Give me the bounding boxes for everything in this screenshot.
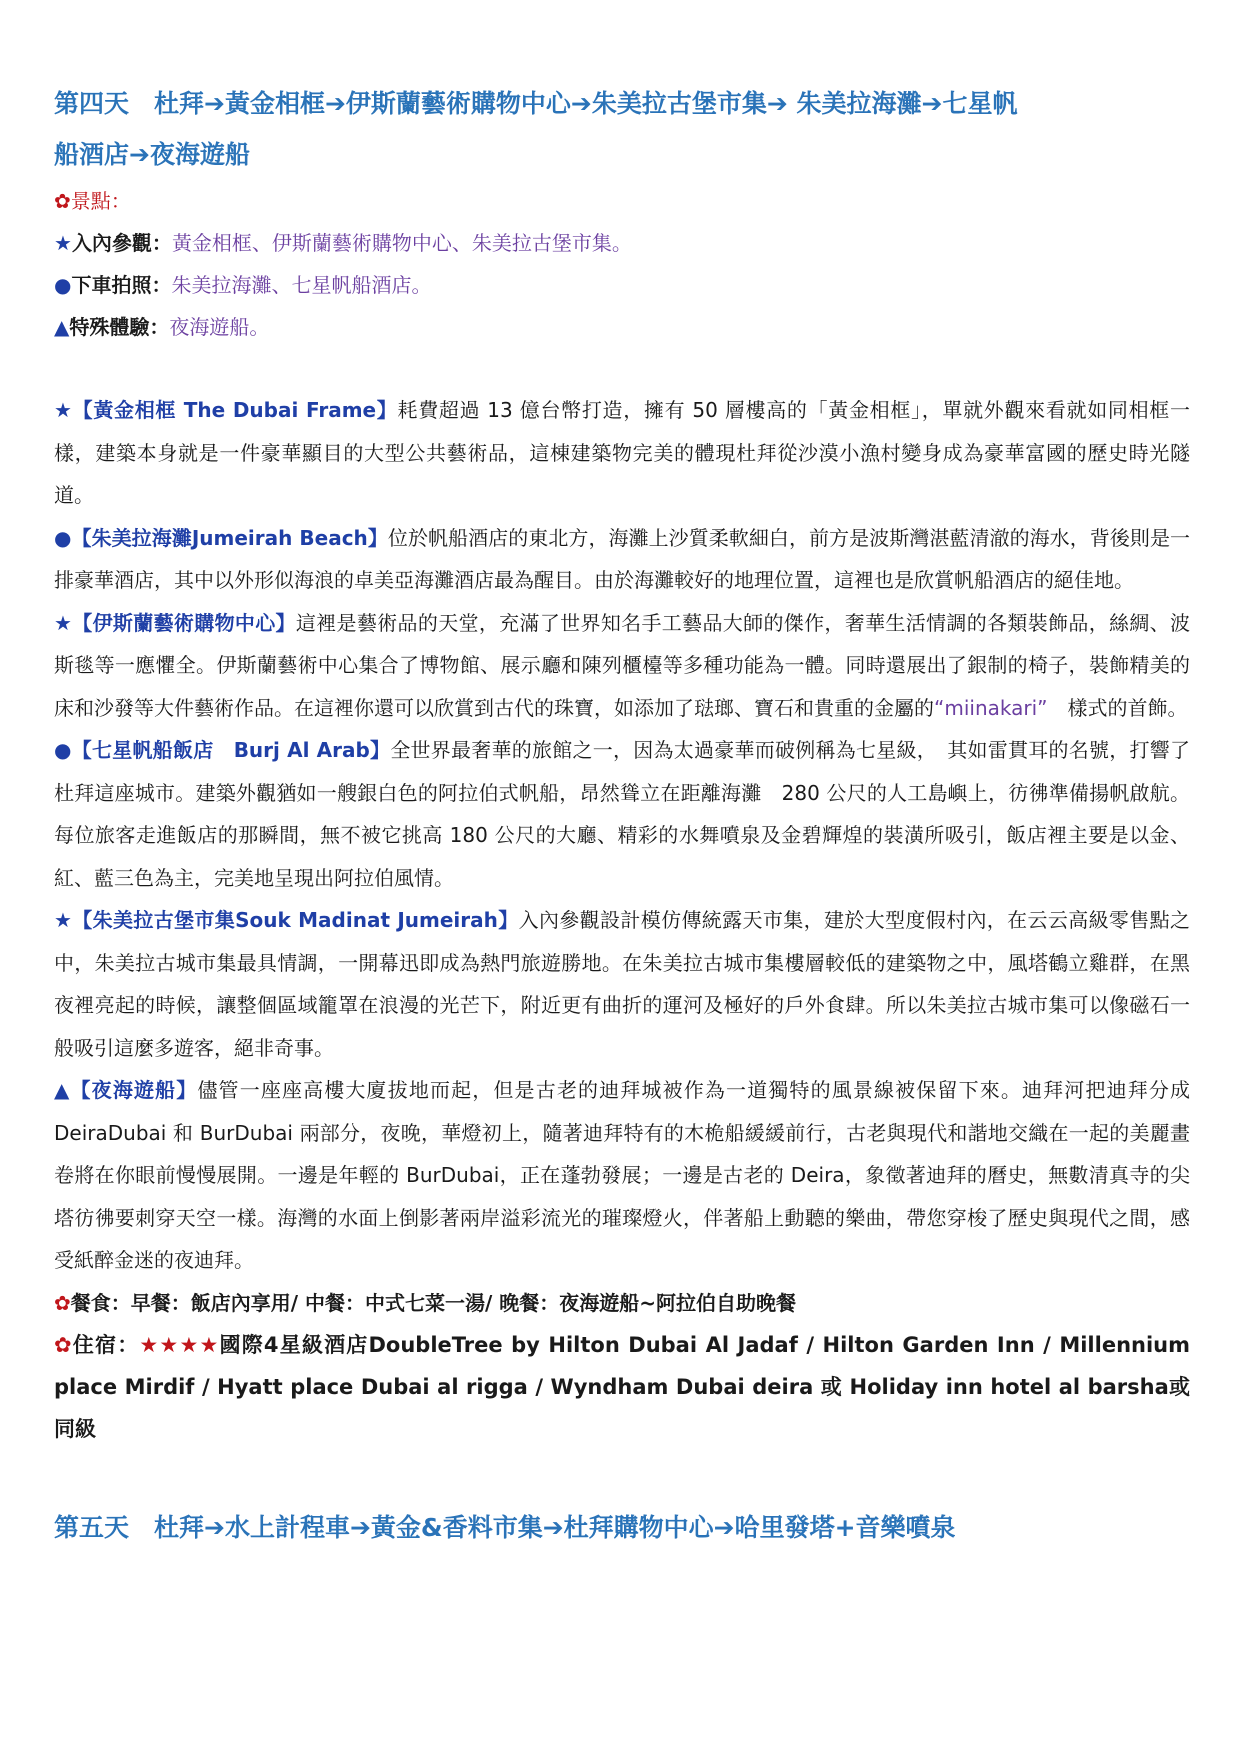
- attraction-night-cruise: [54, 1069, 1190, 1282]
- attraction-title: 【朱美拉古堡市集Souk Madinat Jumeirah】: [72, 908, 519, 932]
- itinerary-page: [54, 78, 1190, 1553]
- attraction-text: 全世界最奢華的旅館之一，因為太過豪華而破例稱為七星級， 其如雷貫耳的名號，打響了杜拜這座城市。建築外觀猶如一艘銀白色的阿拉伯式帆船，昂然聳立在距離海灘 280 公尺的人工島嶼上，彷彿準備揚帆啟航。每位旅客走進飯店的那瞬間，無不被它挑高 180 公尺的大廳、精彩的水舞噴泉及金碧輝煌的裝潢所吸引，飯店裡主要是以金、紅、藍三色為主，完美地呈現出阿拉伯風情。: [54, 738, 1191, 890]
- star-icon: ★: [54, 610, 73, 635]
- lodging-label: 住宿：: [72, 1332, 140, 1357]
- attraction-title: 【夜海遊船】: [70, 1078, 198, 1102]
- dot-icon: ●: [54, 525, 72, 550]
- triangle-icon: ▲: [54, 1078, 71, 1102]
- spots-label: 景點：: [70, 189, 131, 213]
- flower-icon: ✿: [54, 1332, 73, 1357]
- star-icon: ★: [54, 398, 73, 422]
- lodging-text: 國際4星級酒店DoubleTree by Hilton Dubai Al Jadaf / Hilton Garden Inn / Millennium place Mirdif / Hyatt place Dubai al rigga / Wyndham Dubai deira 或 Holiday inn hotel al barsha或同級: [54, 1332, 1190, 1441]
- dot-icon: ●: [54, 273, 72, 297]
- attraction-text: 耗費超過 13 億台幣打造，擁有 50 層樓高的「黃金相框」，單就外觀來看就如同相框一樣，建築本身就是一件豪華顯目的大型公共藝術品，這棟建築物完美的體現杜拜從沙漠小漁村變身成為豪華富國的歷史時光隧道。: [54, 398, 1190, 507]
- dot-icon: ●: [54, 738, 72, 762]
- attraction-title: 【黃金相框 The Dubai Frame】: [72, 398, 398, 422]
- lodging-stars: ★★★★: [139, 1332, 220, 1357]
- star-icon: ★: [54, 908, 73, 932]
- attraction-title: 【伊斯蘭藝術購物中心】: [72, 610, 296, 635]
- meals-row: [54, 1282, 1190, 1324]
- special-experience-row: [54, 306, 1190, 348]
- indoor-value: 黃金相框、伊斯蘭藝術購物中心、朱美拉古堡市集。: [171, 231, 632, 255]
- attraction-text: 入內參觀設計模仿傳統露天市集，建於大型度假村內，在云云高級零售點之中，朱美拉古城市集最具情調，一開幕迅即成為熱門旅遊勝地。在朱美拉古城市集樓層較低的建築物之中，風塔鶴立雞群，在黑夜裡亮起的時候，讓整個區域籠罩在浪漫的光芒下，附近更有曲折的運河及極好的戶外食肆。所以朱美拉古城市集可以像磁石一般吸引這麼多遊客，絕非奇事。: [54, 908, 1191, 1060]
- attraction-dubai-frame: [54, 389, 1190, 517]
- attraction-islamic-art-center: [54, 602, 1190, 730]
- day4-title-line1: 第四天 杜拜➔黃金相框➔伊斯蘭藝術購物中心➔朱美拉古堡市集➔ 朱美拉海灘➔七星帆: [54, 89, 1018, 118]
- day4-title-line2: 船酒店➔夜海遊船: [54, 140, 250, 169]
- attraction-jumeirah-beach: [54, 517, 1190, 602]
- photo-label: 下車拍照：: [71, 273, 172, 297]
- attraction-text: 儘管一座座高樓大廈拔地而起，但是古老的迪拜城被作為一道獨特的風景線被保留下來。迪拜河把迪拜分成 DeiraDubai 和 BurDubai 兩部分，夜晚，華燈初上，隨著迪拜特有的木桅船緩緩前行，古老與現代和諧地交織在一起的美麗畫卷將在你眼前慢慢展開。一邊是年輕的 BurDubai，正在蓬勃發展；一邊是古老的 Deira，象徵著迪拜的曆史，無數清真寺的尖塔彷彿要刺穿天空一樣。海灣的水面上倒影著兩岸溢彩流光的璀璨燈火，伴著船上動聽的樂曲，帶您穿梭了歷史與現代之間，感受紙醉金迷的夜迪拜。: [54, 1078, 1191, 1272]
- indoor-visit-row: [54, 222, 1190, 264]
- photo-stop-row: [54, 264, 1190, 306]
- attraction-text: 位於帆船酒店的東北方，海灘上沙質柔軟細白，前方是波斯灣湛藍清澈的海水，背後則是一排豪華酒店，其中以外形似海浪的卓美亞海灘酒店最為醒目。由於海灘較好的地理位置，這裡也是欣賞帆船酒店的絕佳地。: [54, 525, 1191, 592]
- attraction-title: 【七星帆船飯店 Burj Al Arab】: [71, 738, 391, 762]
- spots-heading: [54, 180, 1190, 222]
- day5-title: 第五天 杜拜➔水上計程車➔黃金&香料市集➔杜拜購物中心➔哈里發塔+音樂噴泉: [54, 1512, 956, 1542]
- lodging-row: [54, 1324, 1190, 1450]
- attraction-souk-madinat: [54, 899, 1190, 1069]
- photo-value: 朱美拉海灘、七星帆船酒店。: [171, 273, 432, 297]
- day4-title: [54, 78, 1190, 180]
- miinakari-highlight: “miinakari”: [934, 695, 1048, 720]
- special-value: 夜海遊船。: [169, 315, 270, 339]
- attraction-text: 這裡是藝術品的天堂，充滿了世界知名手工藝品大師的傑作，奢華生活情調的各類裝飾品，絲綢、波斯毯等一應懼全。伊斯蘭藝術中心集合了博物館、展示廳和陳列櫃檯等多種功能為一體。同時還展出了銀制的椅子，裝飾精美的床和沙發等大件藝術作品。在這裡你還可以欣賞到古代的珠寶，如添加了琺瑯、寶石和貴重的金屬的: [54, 610, 1191, 720]
- attraction-burj-al-arab: [54, 729, 1190, 899]
- indoor-label: 入內參觀：: [71, 231, 172, 255]
- special-label: 特殊體驗：: [69, 315, 170, 339]
- attraction-title: 【朱美拉海灘Jumeirah Beach】: [71, 525, 388, 550]
- attraction-text-tail: 樣式的首飾。: [1047, 695, 1188, 720]
- flower-icon: ✿: [54, 1290, 71, 1315]
- triangle-icon: ▲: [54, 315, 70, 339]
- flower-icon: ✿: [54, 189, 71, 213]
- meals-text: 餐食：早餐：飯店內享用/ 中餐：中式七菜一湯/ 晚餐：夜海遊船~阿拉伯自助晚餐: [70, 1290, 797, 1315]
- star-icon: ★: [54, 231, 72, 255]
